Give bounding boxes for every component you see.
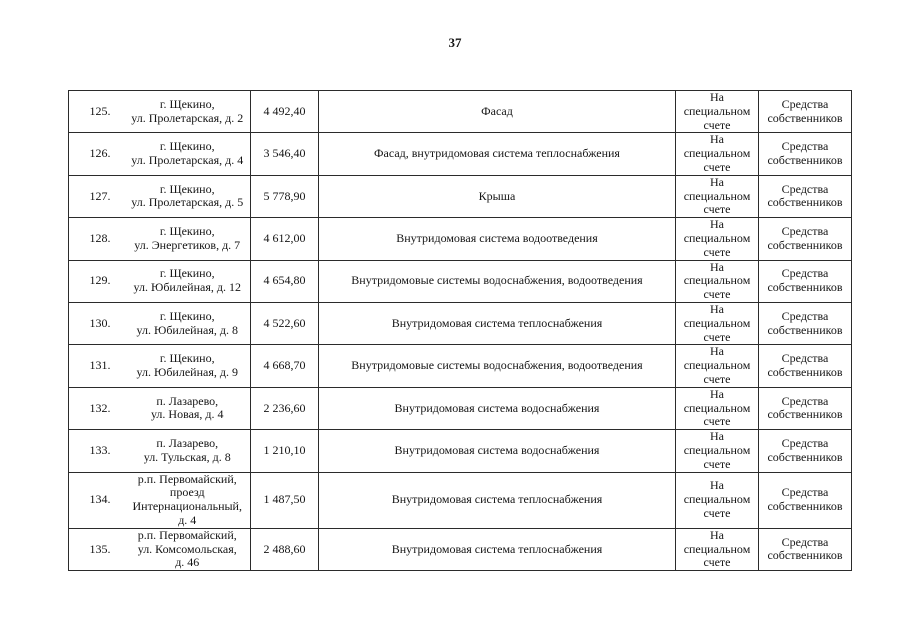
funds-source-line: собственников xyxy=(767,407,843,422)
account-line: специальном xyxy=(683,103,751,118)
area-cell: 1 487,50 xyxy=(251,472,319,528)
address-line: г. Щекино, xyxy=(159,224,215,239)
account-line: На xyxy=(710,387,724,401)
account-cell xyxy=(676,260,759,302)
table-row xyxy=(69,472,852,528)
funds-source-line: Средства xyxy=(781,266,829,281)
funds-source-cell xyxy=(759,91,852,133)
account-line: счете xyxy=(703,287,731,302)
account-line: специальном xyxy=(683,273,751,288)
account-line: На xyxy=(710,260,724,274)
funds-source-line: собственников xyxy=(767,322,843,337)
account-line: счете xyxy=(703,555,731,570)
address-line: г. Щекино, xyxy=(159,181,215,196)
funds-source-line: собственников xyxy=(767,110,843,125)
area-cell: 5 778,90 xyxy=(251,175,319,217)
work-type-cell: Внутридомовая система теплоснабжения xyxy=(319,528,676,570)
funds-source-line: Средства xyxy=(781,436,829,451)
funds-source-line: Средства xyxy=(781,224,829,239)
row-number-cell: 133. xyxy=(69,430,125,472)
address-line: р.п. Первомайский, xyxy=(137,472,237,486)
address-line: п. Лазарево, xyxy=(156,436,219,451)
account-cell xyxy=(676,387,759,429)
account-line: На xyxy=(710,429,724,444)
address-line: г. Щекино, xyxy=(159,351,215,366)
area-cell: 1 210,10 xyxy=(251,430,319,472)
account-line: счете xyxy=(703,159,731,174)
table-body xyxy=(69,91,852,571)
account-line: специальном xyxy=(683,400,751,415)
funds-source-line: собственников xyxy=(767,195,843,210)
funds-source-cell xyxy=(759,218,852,260)
funds-source-cell xyxy=(759,260,852,302)
address-line: д. 46 xyxy=(175,555,200,570)
address-cell xyxy=(125,302,251,344)
funds-source-line: собственников xyxy=(767,548,843,563)
account-line: специальном xyxy=(683,188,751,203)
funds-source-line: собственников xyxy=(767,365,843,380)
address-cell xyxy=(125,528,251,570)
account-line: На xyxy=(710,528,724,542)
funds-source-line: Средства xyxy=(781,351,829,366)
address-line: ул. Пролетарская, д. 2 xyxy=(131,110,244,125)
address-line: ул. Пролетарская, д. 4 xyxy=(131,153,244,168)
work-type-cell: Внутридомовая система водоснабжения xyxy=(319,387,676,429)
row-number-cell: 135. xyxy=(69,528,125,570)
table-row xyxy=(69,430,852,472)
account-line: счете xyxy=(703,456,731,471)
work-type-cell: Внутридомовая система теплоснабжения xyxy=(319,472,676,528)
address-line: ул. Юбилейная, д. 12 xyxy=(133,280,241,295)
row-number-cell: 129. xyxy=(69,260,125,302)
account-cell xyxy=(676,345,759,387)
work-type-cell: Фасад xyxy=(319,91,676,133)
address-line: г. Щекино, xyxy=(159,308,215,323)
address-line: д. 4 xyxy=(178,512,197,527)
account-line: специальном xyxy=(683,541,751,556)
work-type-cell: Фасад, внутридомовая система теплоснабжения xyxy=(319,133,676,175)
funds-source-cell xyxy=(759,472,852,528)
account-cell xyxy=(676,302,759,344)
table-row xyxy=(69,260,852,302)
row-number-cell: 127. xyxy=(69,175,125,217)
area-cell: 2 488,60 xyxy=(251,528,319,570)
area-cell: 2 236,60 xyxy=(251,387,319,429)
work-type-cell: Внутридомовая система водоснабжения xyxy=(319,430,676,472)
funds-source-line: Средства xyxy=(781,308,829,323)
account-cell xyxy=(676,430,759,472)
funds-source-line: Средства xyxy=(781,485,829,500)
account-line: специальном xyxy=(683,315,751,330)
row-number-cell: 126. xyxy=(69,133,125,175)
account-line: счете xyxy=(703,244,731,259)
address-line: ул. Пролетарская, д. 5 xyxy=(131,195,244,210)
table-row xyxy=(69,528,852,570)
account-line: счете xyxy=(703,506,731,520)
address-cell xyxy=(125,260,251,302)
address-line: г. Щекино, xyxy=(159,96,215,111)
account-line: На xyxy=(710,90,724,104)
address-cell xyxy=(125,91,251,133)
funds-source-line: Средства xyxy=(781,96,829,111)
row-number-cell: 130. xyxy=(69,302,125,344)
address-cell xyxy=(125,175,251,217)
address-cell xyxy=(125,345,251,387)
area-cell: 3 546,40 xyxy=(251,133,319,175)
account-cell xyxy=(676,175,759,217)
account-line: счете xyxy=(703,329,731,344)
funds-source-cell xyxy=(759,175,852,217)
address-line: ул. Юбилейная, д. 8 xyxy=(136,322,238,337)
funds-source-line: собственников xyxy=(767,153,843,168)
account-line: счете xyxy=(703,414,731,429)
work-type-cell: Внутридомовая система теплоснабжения xyxy=(319,302,676,344)
funds-source-cell xyxy=(759,345,852,387)
account-line: На xyxy=(710,132,724,147)
address-cell xyxy=(125,430,251,472)
funds-source-line: собственников xyxy=(767,280,843,295)
address-line: р.п. Первомайский, xyxy=(137,528,237,542)
area-cell: 4 612,00 xyxy=(251,218,319,260)
funds-source-line: Средства xyxy=(781,181,829,196)
address-cell xyxy=(125,472,251,528)
account-line: специальном xyxy=(683,442,751,457)
funds-source-cell xyxy=(759,302,852,344)
address-line: ул. Энергетиков, д. 7 xyxy=(134,237,241,252)
row-number-cell: 125. xyxy=(69,91,125,133)
table-row xyxy=(69,302,852,344)
table-row xyxy=(69,345,852,387)
account-line: На xyxy=(710,478,724,493)
address-line: ул. Юбилейная, д. 9 xyxy=(136,365,238,380)
table-row xyxy=(69,133,852,175)
account-cell xyxy=(676,91,759,133)
address-cell xyxy=(125,387,251,429)
account-line: На xyxy=(710,344,724,359)
work-type-cell: Крыша xyxy=(319,175,676,217)
account-line: счете xyxy=(703,371,731,386)
account-line: На xyxy=(710,175,724,189)
address-line: проезд xyxy=(169,485,205,500)
account-line: специальном xyxy=(683,146,751,161)
address-cell xyxy=(125,133,251,175)
area-cell: 4 668,70 xyxy=(251,345,319,387)
address-line: ул. Тульская, д. 8 xyxy=(143,449,231,464)
account-cell xyxy=(676,528,759,570)
work-type-cell: Внутридомовые системы водоснабжения, водоотведения xyxy=(319,260,676,302)
address-line: г. Щекино, xyxy=(159,139,215,154)
funds-source-line: Средства xyxy=(781,393,829,408)
area-cell: 4 522,60 xyxy=(251,302,319,344)
address-cell xyxy=(125,218,251,260)
address-line: Интернациональный, xyxy=(132,499,242,514)
address-line: г. Щекино, xyxy=(159,266,215,281)
account-line: специальном xyxy=(683,358,751,373)
address-line: п. Лазарево, xyxy=(156,393,219,408)
account-line: На xyxy=(710,217,724,232)
row-number-cell: 128. xyxy=(69,218,125,260)
work-schedule-table xyxy=(68,90,852,571)
funds-source-line: Средства xyxy=(781,534,829,549)
funds-source-line: собственников xyxy=(767,449,843,464)
account-cell xyxy=(676,218,759,260)
funds-source-line: собственников xyxy=(767,499,843,514)
funds-source-line: собственников xyxy=(767,237,843,252)
area-cell: 4 654,80 xyxy=(251,260,319,302)
row-number-cell: 131. xyxy=(69,345,125,387)
account-line: специальном xyxy=(683,492,751,507)
table-row xyxy=(69,218,852,260)
account-line: специальном xyxy=(683,230,751,245)
work-type-cell: Внутридомовая система водоотведения xyxy=(319,218,676,260)
table-row xyxy=(69,91,852,133)
funds-source-cell xyxy=(759,133,852,175)
table-row xyxy=(69,175,852,217)
address-line: ул. Комсомольская, xyxy=(137,541,237,556)
address-line: ул. Новая, д. 4 xyxy=(150,407,224,422)
row-number-cell: 134. xyxy=(69,472,125,528)
funds-source-line: Средства xyxy=(781,139,829,154)
account-cell xyxy=(676,472,759,528)
table-row xyxy=(69,387,852,429)
row-number-cell: 132. xyxy=(69,387,125,429)
funds-source-cell xyxy=(759,528,852,570)
funds-source-cell xyxy=(759,387,852,429)
account-cell xyxy=(676,133,759,175)
work-type-cell: Внутридомовые системы водоснабжения, водоотведения xyxy=(319,345,676,387)
page-number: 37 xyxy=(448,35,462,50)
area-cell: 4 492,40 xyxy=(251,91,319,133)
account-line: счете xyxy=(703,117,731,132)
account-line: На xyxy=(710,302,724,316)
funds-source-cell xyxy=(759,430,852,472)
account-line: счете xyxy=(703,202,731,217)
